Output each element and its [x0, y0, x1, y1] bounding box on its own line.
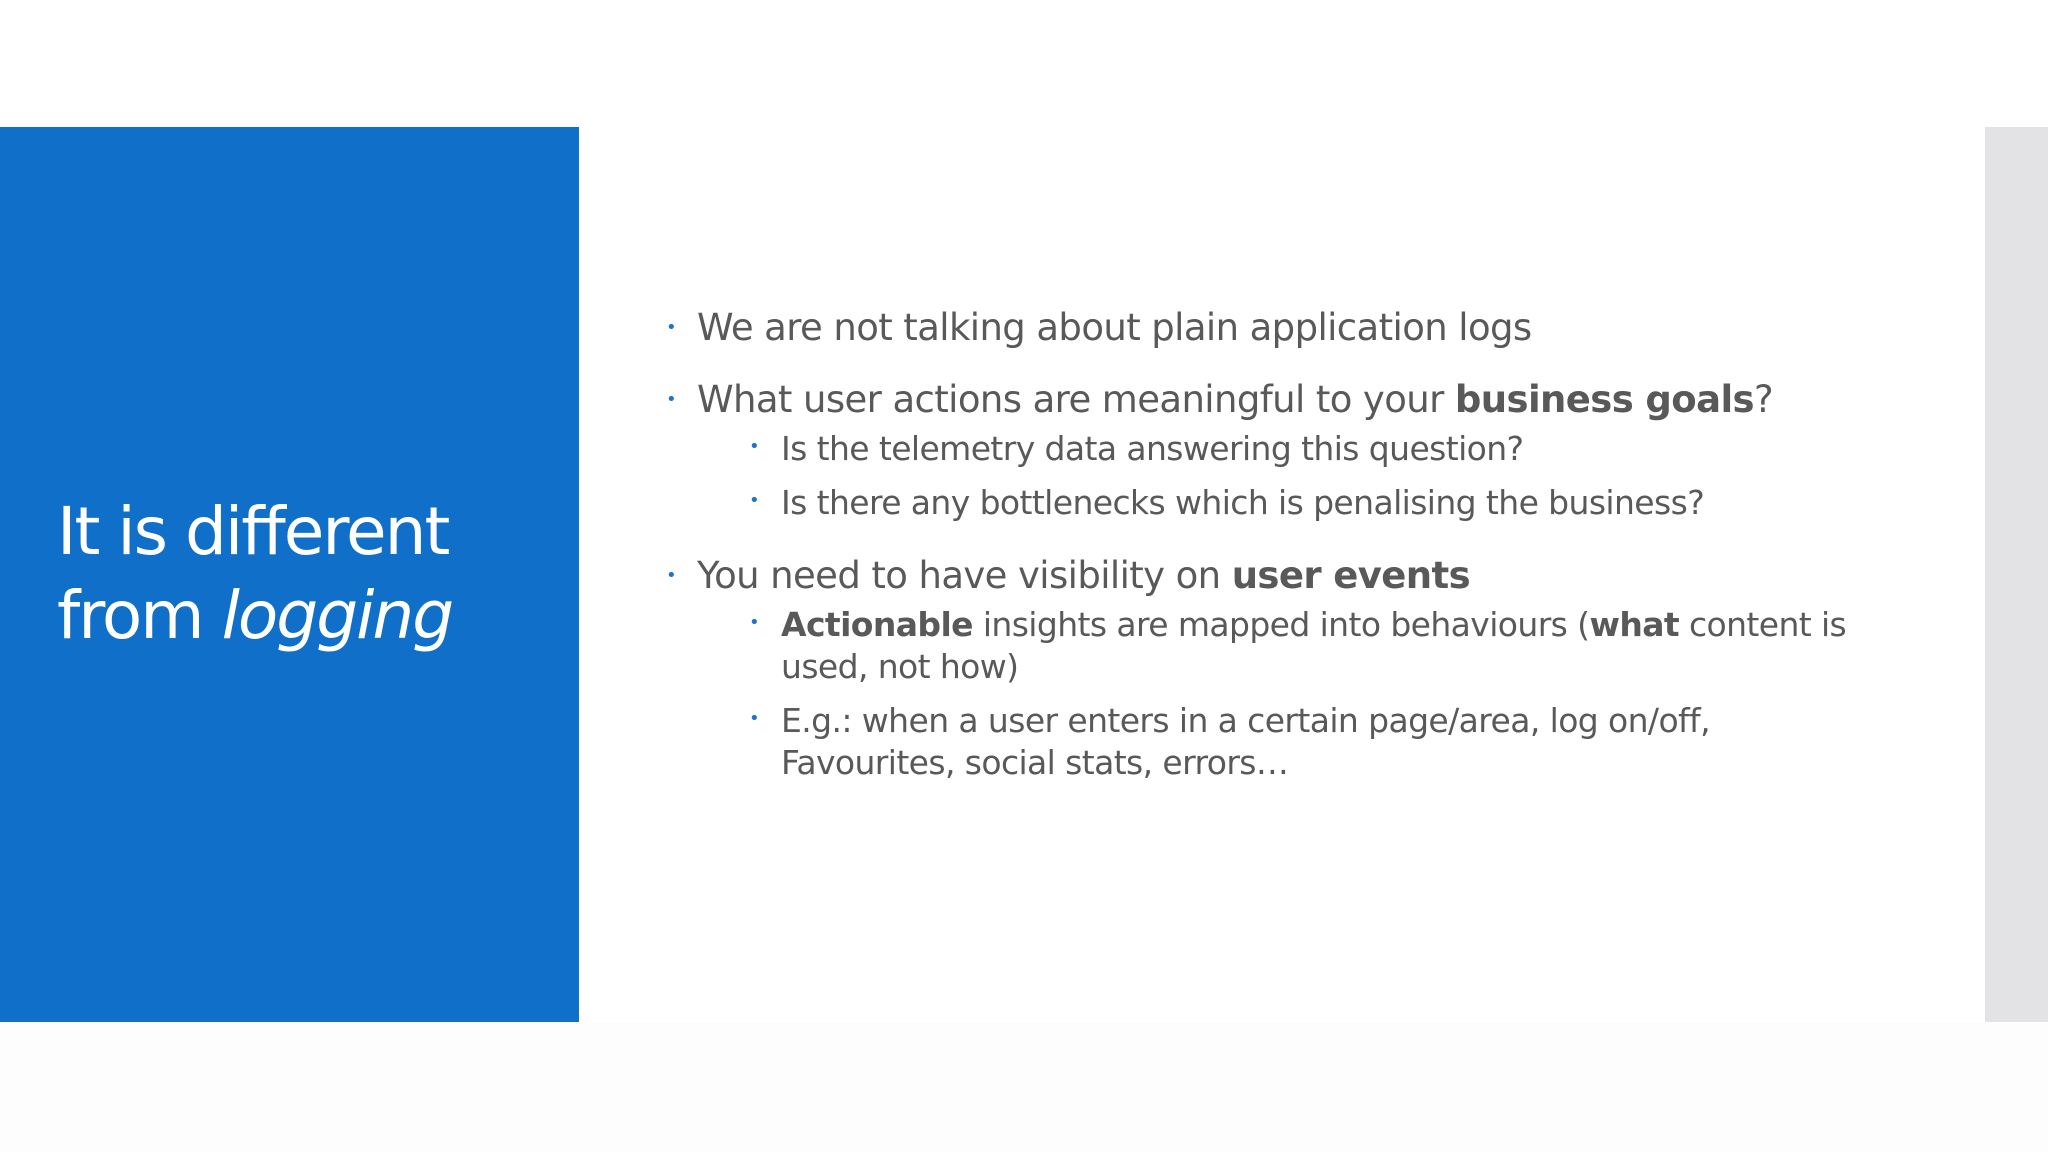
bullet-2	[664, 372, 1864, 428]
sub-bullet-3-2	[664, 700, 1864, 784]
bottom-band	[0, 1022, 2048, 1152]
side-strip	[1985, 127, 2048, 1022]
sub-bullet-3-1-text-2: content is used, not how)	[781, 605, 1847, 686]
title-line-2-emphasis: logging	[221, 577, 453, 654]
bullet-dot-icon: •	[749, 708, 760, 729]
bullet-3-prefix: You need to have visibility on	[697, 554, 1232, 597]
sub-bullet-2-2	[664, 482, 1864, 524]
title-line-1: It is different	[57, 493, 449, 570]
sub-bullet-3-1	[664, 604, 1864, 688]
title-line-2-prefix: from	[57, 577, 222, 654]
spacer	[664, 524, 1864, 548]
sub-bullet-3-1-text-1: insights are mapped into behaviours (	[972, 605, 1590, 644]
bullet-dot-icon: •	[749, 612, 760, 633]
bullet-dot-icon: •	[749, 436, 760, 457]
sub-bullet-3-1-bold-1: Actionable	[781, 605, 973, 644]
bullet-1-text: We are not talking about plain application logs	[697, 306, 1532, 349]
bullet-3	[664, 548, 1864, 604]
bullet-2-prefix: What user actions are meaningful to your	[697, 378, 1455, 421]
bullet-dot-icon: •	[749, 490, 760, 511]
bullet-1	[664, 300, 1864, 356]
sub-bullet-2-1-text: Is the telemetry data answering this question?	[781, 429, 1524, 468]
slide-content	[664, 300, 1864, 784]
sub-bullet-2-1	[664, 428, 1864, 470]
bullet-3-bold: user events	[1231, 554, 1471, 597]
bullet-dot-icon: •	[666, 565, 677, 586]
sub-bullet-3-2-text: E.g.: when a user enters in a certain page/area, log on/off, Favourites, social stats, errors…	[781, 701, 1710, 782]
sub-bullet-3-1-bold-2: what	[1589, 605, 1680, 644]
bullet-2-bold: business goals	[1454, 378, 1754, 421]
bullet-dot-icon: •	[666, 389, 677, 410]
slide-title	[57, 490, 557, 658]
bullet-2-suffix: ?	[1753, 378, 1774, 421]
bullet-dot-icon: •	[666, 317, 677, 338]
sub-bullet-2-2-text: Is there any bottlenecks which is penalising the business?	[781, 483, 1705, 522]
spacer	[664, 356, 1864, 372]
